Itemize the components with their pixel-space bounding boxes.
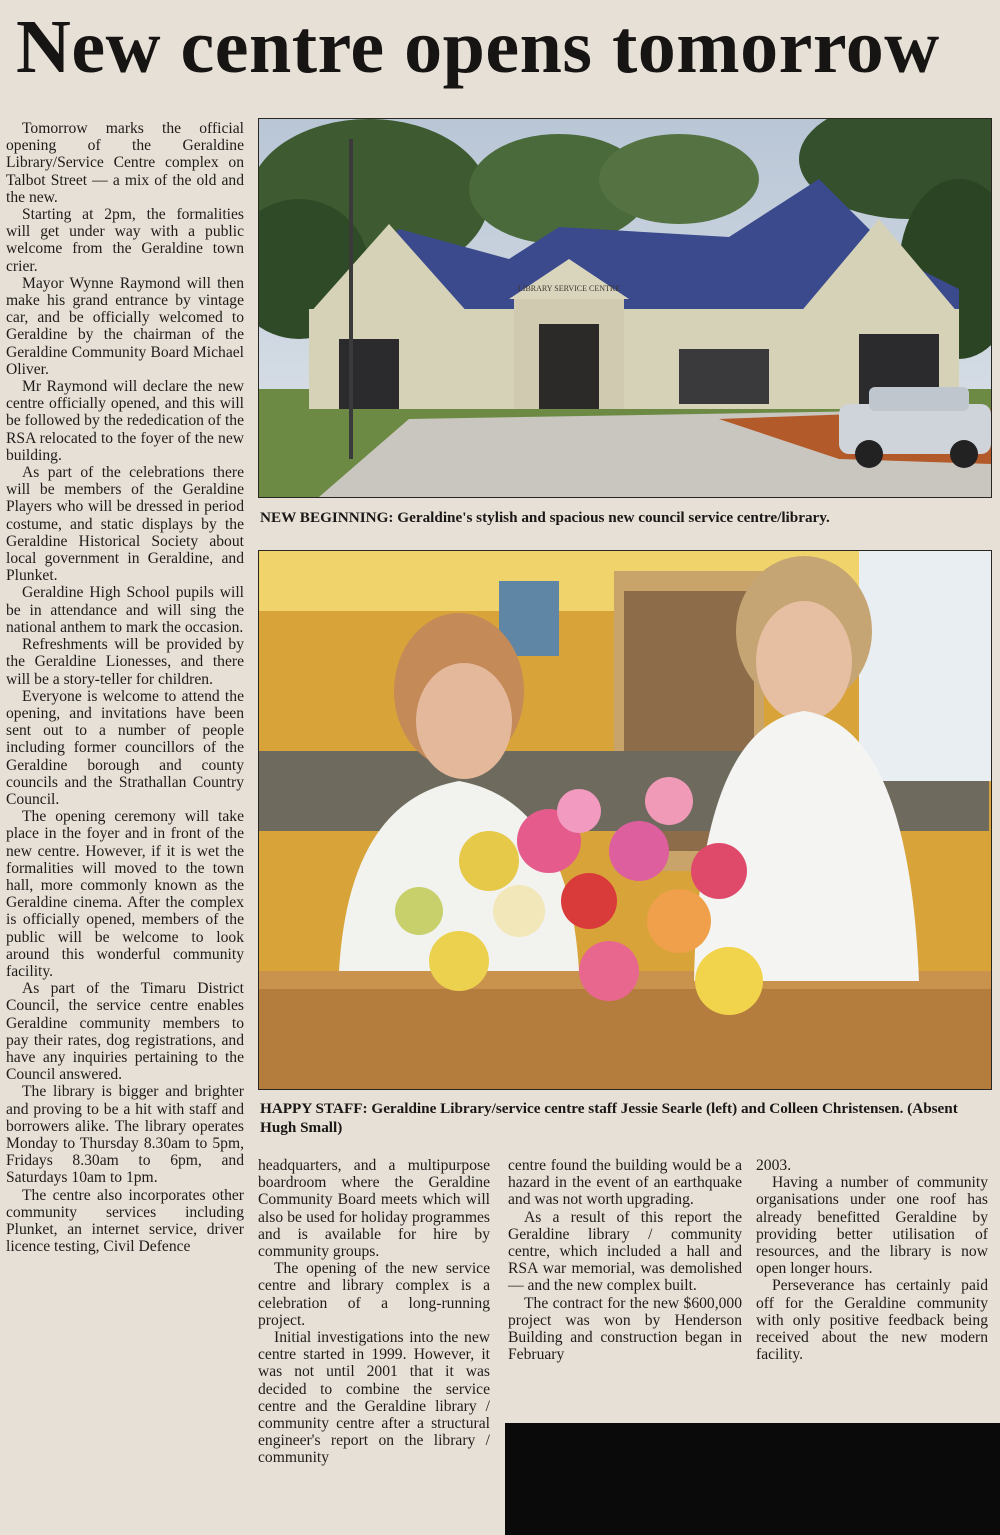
photo-library-building [258,118,992,498]
staff-illustration [259,551,991,1089]
paragraph: The opening of the new service centre and library complex is a celebration of a long-running project. [258,1260,490,1329]
paragraph: The centre also incorporates other community services including Plunket, an internet service, driver licence testing, Civil Defence [6,1186,244,1256]
building-sign: LIBRARY SERVICE CENTRE [517,284,621,293]
paragraph: Initial investigations into the new centre started in 1999. However, it was not until 2001 that it was decided to combine the service centre and the Geraldine library / community centre after a structural engineer's report on the library / community [258,1329,490,1467]
photo-happy-staff [258,550,992,1090]
article-column-3 [508,1157,742,1457]
article-column-1 [6,120,244,1530]
paragraph: headquarters, and a multipurpose boardroom where the Geraldine Community Board meets which will also be used for holiday programmes and is available for hire by community groups. [258,1157,490,1261]
paragraph: 2003. [756,1157,792,1174]
paragraph: Mayor Wynne Raymond will then make his grand entrance by vintage car, and be officially welcomed to Geraldine by the chairman of the Geraldine Community Board Michael Oliver. [6,274,244,378]
building-illustration [259,119,991,497]
paragraph: The opening ceremony will take place in the foyer and in front of the new centre. However, if it is wet the formalities will moved to the town hall, more commonly known as the Geraldine cinema. After the complex is officially opened, members of the public will be welcome to look around this wonderful community facility. [6,808,244,980]
caption-text: Geraldine Library/service centre staff Jessie Searle (left) and Colleen Christensen. (Absent Hugh Small) [260,1100,958,1136]
paragraph: Tomorrow marks the official opening of the Geraldine Library/Service Centre complex on Talbot Street — a mix of the old and the new. [6,120,244,206]
paragraph: Geraldine High School pupils will be in attendance and will sing the national anthem to mark the occasion. [6,584,244,636]
paragraph: Refreshments will be provided by the Geraldine Lionesses, and there will be a story-teller for children. [6,636,244,688]
paragraph: Having a number of community organisations under one roof has already benefitted Geraldine by providing better utilisation of resources, and the library is now open longer hours. [756,1174,988,1278]
paragraph: Mr Raymond will declare the new centre officially opened, and this will be followed by the rededication of the RSA relocated to the foyer of the new building. [6,378,244,464]
article-column-2 [258,1157,490,1527]
paragraph: The contract for the new $600,000 project was won by Henderson Building and construction began in February [508,1294,742,1364]
black-ad-block [505,1423,1000,1535]
paragraph: As part of the Timaru District Council, the service centre enables Geraldine community members to pay their rates, dog registrations, and have any inquiries pertaining to the Council answered. [6,980,244,1084]
caption-lead: HAPPY STAFF: [260,1100,368,1117]
paragraph: Everyone is welcome to attend the opening, and invitations have been sent out to a number of people including former councillors of the Geraldine borough and county councils and the Strathallan Country Council. [6,687,244,808]
photo2-caption [260,1099,990,1137]
caption-text: Geraldine's stylish and spacious new council service centre/library. [397,509,830,526]
caption-lead: NEW BEGINNING: [260,509,394,526]
headline: New centre opens tomorrow [16,5,940,89]
paragraph: Starting at 2pm, the formalities will get under way with a public welcome from the Geraldine town crier. [6,206,244,275]
paragraph: As part of the celebrations there will be members of the Geraldine Players who will be dressed in period costume, and static displays by the Geraldine Historical Society about local government in Geraldine, and Plunket. [6,464,244,585]
paragraph: Perseverance has certainly paid off for the Geraldine community with only positive feedback being received about the new modern facility. [756,1277,988,1364]
paragraph: The library is bigger and brighter and proving to be a hit with staff and borrowers alike. The library operates Monday to Thursday 8.30am to 5pm, Fridays 8.30am to 6pm, and Saturdays 10am to 1pm. [6,1083,244,1187]
photo1-caption [260,508,990,527]
paragraph: As a result of this report the Geraldine library / community centre, which included a hall and RSA war memorial, was demolished — and the new complex built. [508,1208,742,1295]
article-column-4 [756,1157,988,1427]
paragraph: centre found the building would be a hazard in the event of an earthquake and was not worth upgrading. [508,1157,742,1209]
